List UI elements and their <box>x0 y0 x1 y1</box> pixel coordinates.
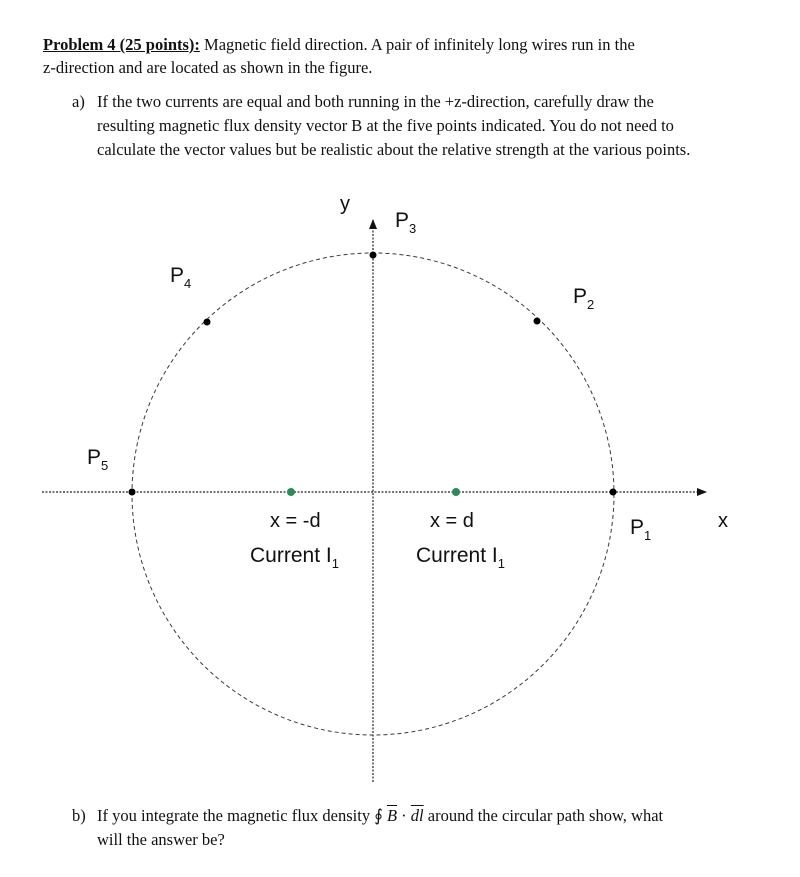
part-a-line1: If the two currents are equal and both running in the +z-direction, carefully draw the <box>97 92 654 111</box>
dl-vector-symbol: $\overline{dl}$ <box>410 806 424 825</box>
point-p2-marker <box>534 318 541 325</box>
wire-left-current: Current $I_1$ <box>250 544 339 571</box>
point-p4-marker <box>204 319 211 326</box>
part-b-text-before: If you integrate the magnetic flux density <box>97 806 375 825</box>
wire-right-current: Current $I_1$ <box>416 544 505 571</box>
point-p5-label: $P_5$ <box>87 446 109 473</box>
point-p3-label: $P_3$ <box>395 209 417 236</box>
wire-right-position: x = d <box>430 510 474 532</box>
problem-intro-line2: z-direction and are located as shown in the figure. <box>43 58 373 77</box>
b-vector-symbol: $\overline{B}$ <box>386 806 398 825</box>
point-p4-label: $P_4$ <box>170 264 192 291</box>
part-b-line2: will the answer be? <box>97 830 225 849</box>
part-a-line2: resulting magnetic flux density vector B at the five points indicated. You do not need to <box>97 116 674 135</box>
problem-intro-line1: Magnetic field direction. A pair of infinitely long wires run in the <box>204 35 635 54</box>
part-b-text-after: around the circular path show, what <box>423 806 664 825</box>
x-axis-label: x <box>718 510 728 532</box>
point-p1-marker <box>610 489 617 496</box>
problem-title: Problem 4 (25 points): <box>43 35 200 54</box>
part-b-label: b) <box>72 806 86 825</box>
part-a-label: a) <box>72 92 85 111</box>
part-b <box>72 804 772 852</box>
point-p2-label: $P_2$ <box>573 285 595 312</box>
point-p5-marker <box>129 489 136 496</box>
part-a-line3: calculate the vector values but be realistic about the relative strength at the various points. <box>97 140 691 159</box>
dot-operator: · <box>397 806 411 825</box>
wire-left-position: x = -d <box>270 510 321 532</box>
wire-left-marker <box>287 488 295 496</box>
integral-symbol: ∮ <box>374 806 383 825</box>
y-axis-label: y <box>340 193 350 215</box>
wire-right-marker <box>452 488 460 496</box>
point-p1-label: $P_1$ <box>630 516 652 543</box>
point-p3-marker <box>370 252 377 259</box>
